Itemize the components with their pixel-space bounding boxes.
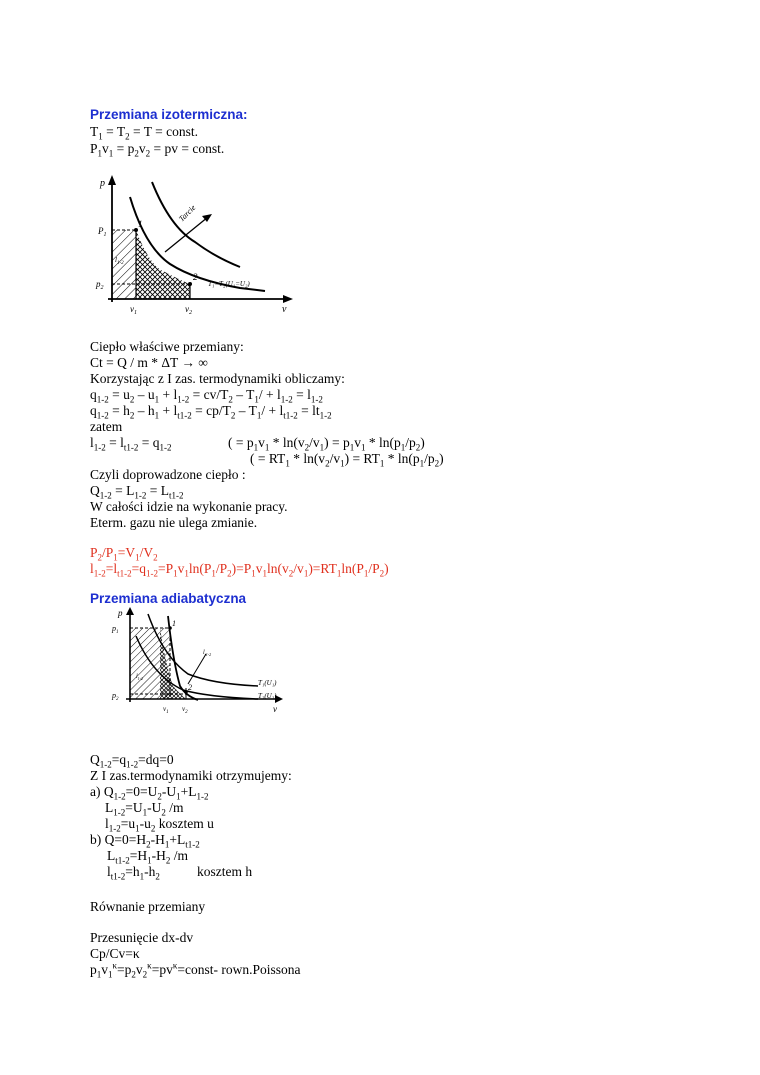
text-eterm: Eterm. gazu nie ulega zmianie. — [90, 515, 258, 530]
fig1-l12-label: $l_{1-2}$ — [115, 256, 124, 266]
svg-text:l1-2: $l_{1-2}$ — [136, 674, 144, 681]
formula-q-u: $q_{1-2} = u_2 - u_1 + l_{1-2} = cv/T_2 - T_1/ + l_{1-2} = l_{1-2}$ — [90, 387, 323, 405]
text-z-i-zas: Z I zas.termodynamiki otrzymujemy: — [90, 768, 292, 783]
formula-a-q: a) $Q_{1-2}=0=U_2-U_1+L_{1-2}$ — [90, 784, 209, 802]
text-kosztem-h: kosztem h — [197, 864, 253, 879]
fig1-v1-label: $v_1$ — [130, 304, 137, 316]
text-przesuniecie: Przesunięcie dx-dv — [90, 930, 194, 945]
fig1-p2-label: $p_2$ — [96, 279, 104, 291]
text-zatem: zatem — [90, 419, 123, 434]
formula-pv-const: $P_1v_1 = p_2v_2$ = pv = const. — [90, 141, 225, 159]
fig1-p-label: p — [100, 178, 105, 189]
fig1-v-label: v — [282, 304, 287, 315]
formula-l-equals-q: $l_{1-2} = l_{t1-2} = q_{1-2}$ — [90, 435, 172, 453]
svg-text:T₂(U₂): T₂(U₂) — [258, 692, 277, 700]
text-rownanie: Równanie przemiany — [90, 899, 206, 914]
fig1-isotherm-label: T₁=T₂(U₁=U₂) — [208, 280, 250, 288]
formula-a-l-small: $l_{1-2}=u_1-u_2$ kosztem u — [105, 816, 214, 834]
svg-text:v: v — [273, 704, 277, 714]
formula-red-ratio: $P_2/P_1=V_1/V_2$ — [90, 545, 158, 563]
formula-q-h: $q_{1-2} = h_2 - h_1 + l_{t1-2} = cp/T_2 - T_1/ + l_{t1-2} = lt_{1-2}$ — [90, 403, 332, 421]
area-crosshatched — [136, 230, 190, 299]
formula-a-l: $L_{1-2}=U_1-U_2$ /m — [105, 800, 184, 818]
svg-text:v2: $v_2$ — [182, 705, 188, 715]
isothermal-pv-diagram — [90, 172, 295, 322]
fig1-v2-label: $v_2$ — [185, 304, 192, 316]
svg-text:v1: $v_1$ — [163, 705, 169, 715]
formula-cp-cv: Cp/Cv=κ — [90, 946, 140, 961]
svg-text:1: 1 — [172, 619, 176, 628]
area-hatched-left — [112, 230, 136, 299]
adiabatic-pv-diagram — [108, 606, 288, 724]
text-korzystajac: Korzystając z I zas. termodynamiki obliczamy: — [90, 371, 345, 386]
svg-text:2: 2 — [188, 683, 192, 692]
fig1-p1-label: $P_1$ — [98, 226, 107, 238]
fig1-point1-label: 1 — [138, 219, 143, 229]
formula-b-l: $L_{t1-2}=H_1-H_2$ /m — [107, 848, 189, 866]
formula-red-work: $l_{1-2}=l_{t1-2}=q_{1-2}=P_1v_1\ln(P_1/P_2)=P_1v_1\ln(v_2/v_1)=RT_1\ln(P_1/P_2)$ — [90, 561, 389, 579]
svg-text:p1: $p_1$ — [112, 624, 119, 635]
text-cieplo: Ciepło właściwe przemiany: — [90, 339, 244, 354]
formula-t-const: $T_1 = T_2 = T$ = const. — [90, 124, 198, 142]
svg-text:T₁(U₁): T₁(U₁) — [258, 679, 277, 687]
formula-q-zero: $Q_{1-2}=q_{1-2}=dq=0$ — [90, 752, 174, 770]
friction-curve — [152, 182, 240, 267]
section-title-isothermal: Przemiana izotermiczna: — [90, 107, 248, 122]
formula-rt-ln: ( = $RT_1 * \ln(v_2/v_1) = RT_1 * \ln(p_1/p_2)$ — [250, 451, 444, 469]
formula-q-l: $Q_{1-2} = L_{1-2} = L_{t1-2}$ — [90, 483, 184, 501]
formula-b-l-small: $l_{t1-2}=h_1-h_2$ — [107, 864, 160, 882]
formula-poisson: $p_1v_1^\kappa=p_2v_2^\kappa=pv^\kappa=const-$ rown.Poissona — [90, 960, 301, 980]
fig1-tarcie-label: Tarcie — [177, 203, 198, 224]
svg-text:p2: $p_2$ — [112, 691, 119, 702]
text-czyli: Czyli doprowadzone ciepło : — [90, 467, 246, 482]
formula-b-q: b) $Q=0=H_2-H_1+L_{t1-2}$ — [90, 832, 200, 850]
section-title-adiabatic: Przemiana adiabatyczna — [90, 591, 247, 606]
svg-text:p: p — [118, 608, 123, 618]
formula-ct: Ct = Q / m * ΔT → ∞ — [90, 355, 208, 370]
text-calosci: W całości idzie na wykonanie pracy. — [90, 499, 288, 514]
fig1-point2-label: 2 — [193, 272, 198, 282]
formula-pv-ln: ( = $p_1v_1 * \ln(v_2/v_1) = p_1v_1 * \ln(p_1/p_2)$ — [228, 435, 425, 453]
svg-text:lt1-2: $l_{t1-2}$ — [203, 650, 212, 657]
